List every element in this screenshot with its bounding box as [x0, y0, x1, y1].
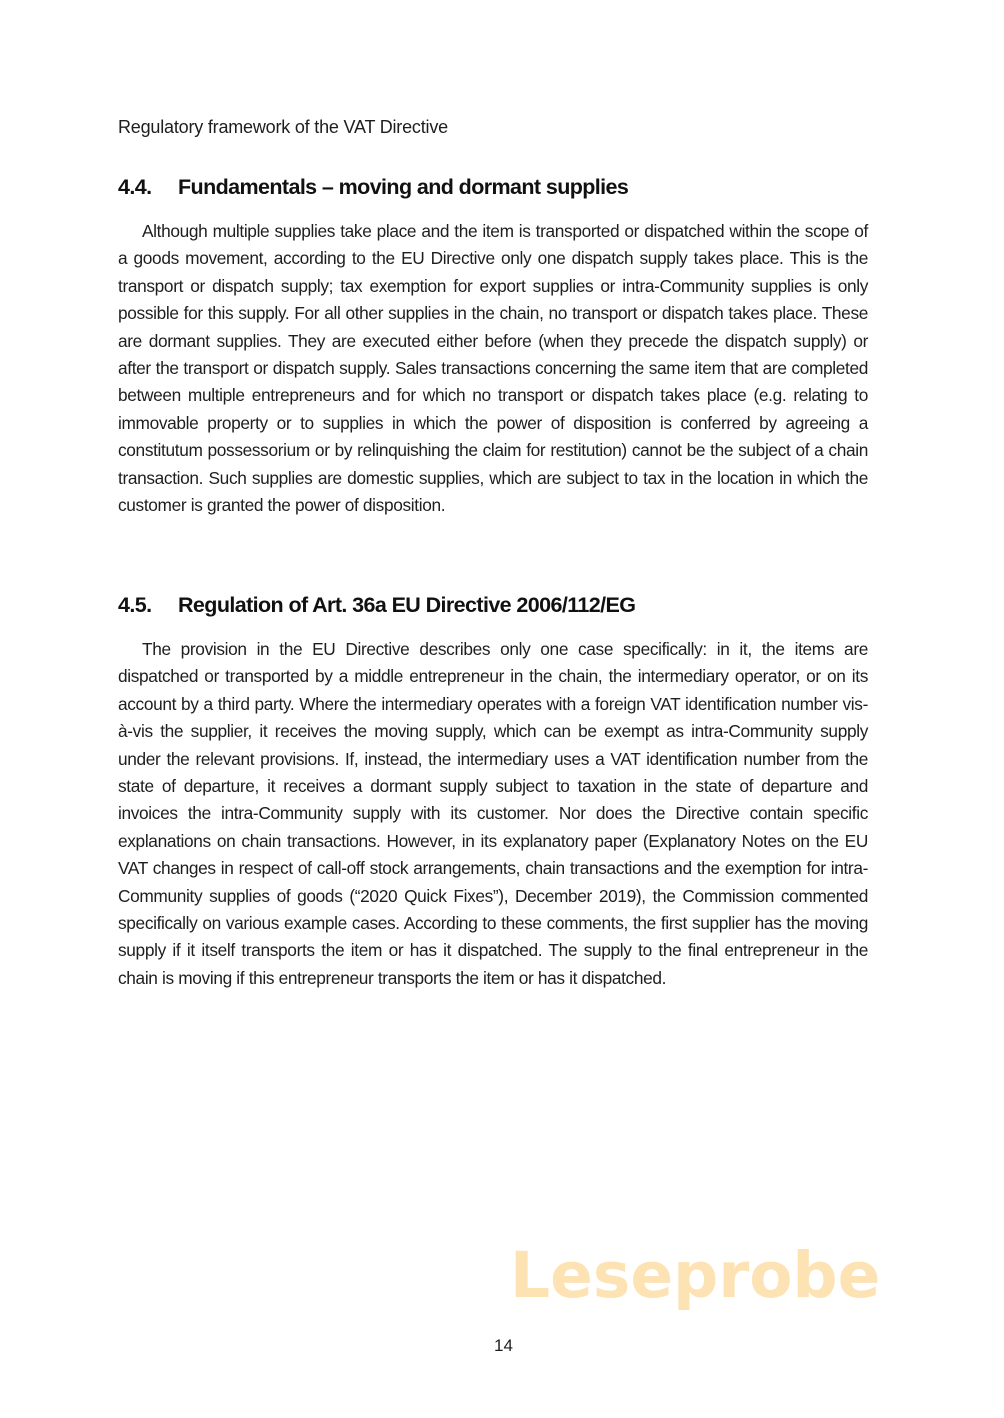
- leseprobe-watermark: Leseprobe: [510, 1239, 881, 1312]
- section-heading-4-4: [118, 175, 628, 200]
- section-title: Regulation of Art. 36a EU Directive 2006/112/EG: [178, 593, 636, 617]
- section-heading-4-5: [118, 593, 635, 618]
- section-title: Fundamentals – moving and dormant supplies: [178, 175, 629, 199]
- section-number: 4.4.: [118, 175, 152, 199]
- section-4-5-paragraph: The provision in the EU Directive describes only one case specifically: in it, the items are dispatched or transported by a middle entrepreneur in the chain, the intermediary operator, or on its account by a third party. Where the intermediary operates with a foreign VAT identification number vis-à-vis the supplier, it receives the moving supply, which can be exempt as intra-Community supply under the relevant provisions. If, instead, the intermediary uses a VAT identification number from the state of departure, it receives a dormant supply subject to taxation in the state of departure and invoices the intra-Community supply with its customer. Nor does the Directive contain specific explanations on chain transactions. However, in its explanatory paper (Explanatory Notes on the EU VAT changes in respect of call-off stock arrangements, chain transactions and the exemption for intra-Community supplies of goods (“2020 Quick Fixes”), December 2019), the Commission commented specifically on various example cases. According to these comments, the first supplier has the moving supply if it itself transports the item or has it dispatched. The supply to the final entrepreneur in the chain is moving if this entrepreneur transports the item or has it dispatched.: [118, 639, 868, 988]
- section-number: 4.5.: [118, 593, 152, 617]
- page-number: 14: [494, 1336, 513, 1355]
- section-4-4-paragraph: Although multiple supplies take place and the item is transported or dispatched within the scope of a goods movement, according to the EU Directive only one dispatch supply takes place. This is the transport or dispatch supply; tax exemption for export supplies or intra-Community supplies is only possible for this supply. For all other supplies in the chain, no transport or dispatch takes place. These are dormant supplies. They are executed either before (when they precede the dispatch supply) or after the transport or dispatch supply. Sales transactions concerning the same item that are completed between multiple entrepreneurs and for which no transport or dispatch takes place (e.g. relating to immovable property or to supplies in which the power of disposition is conferred by agreeing a constitutum possessorium or by relinquishing the claim for restitution) cannot be the subject of a chain transaction. Such supplies are domestic supplies, which are subject to tax in the location in which the customer is granted the power of disposition.: [118, 221, 868, 516]
- running-header: Regulatory framework of the VAT Directive: [118, 117, 448, 137]
